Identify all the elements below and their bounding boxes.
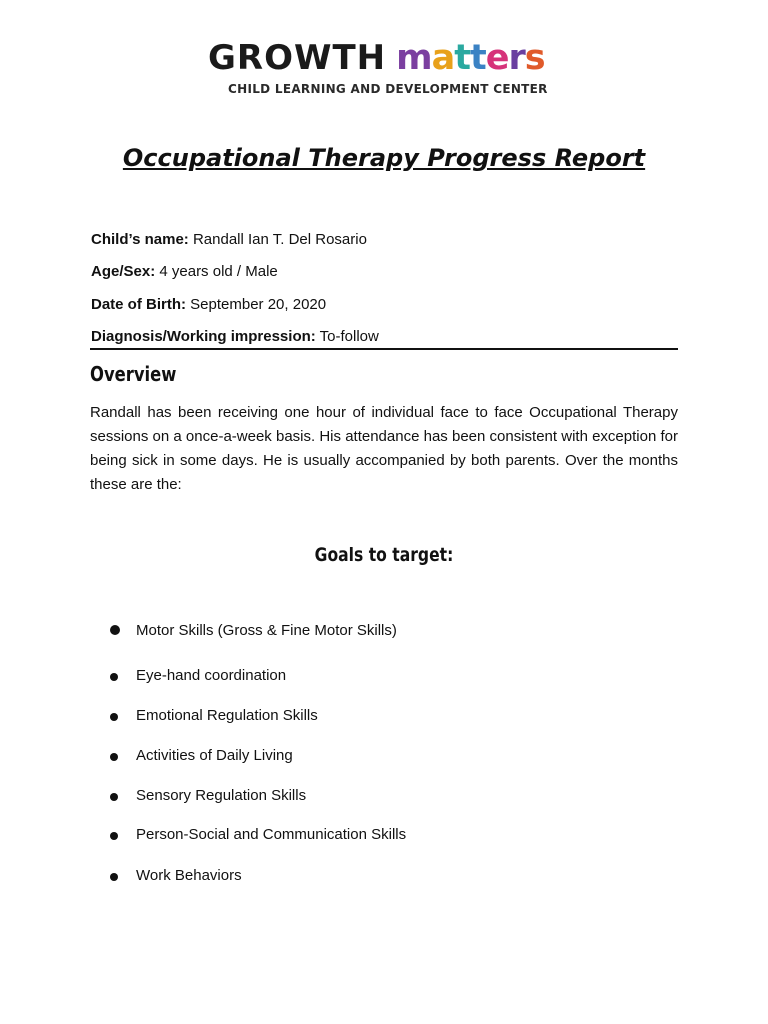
logo-wordmark (208, 38, 545, 82)
logo-matters-letter: a (431, 38, 455, 78)
info-label: Date of Birth: (91, 296, 186, 313)
logo-matters-letter: m (396, 38, 432, 78)
logo-matters-letter: e (485, 38, 509, 78)
bullet-icon (110, 873, 118, 881)
info-value: September 20, 2020 (186, 296, 327, 313)
info-value: To-follow (315, 328, 379, 345)
bullet-icon (110, 832, 118, 840)
bullet-icon (110, 625, 120, 635)
info-age-sex (91, 263, 278, 280)
goal-text: Person-Social and Communication Skills (136, 826, 407, 843)
bullet-icon (110, 793, 118, 801)
logo-matters-letter: s (524, 38, 545, 78)
goal-text: Emotional Regulation Skills (136, 707, 318, 724)
info-diagnosis (91, 328, 379, 345)
goals-heading: Goals to target: (314, 544, 454, 566)
section-divider (90, 348, 678, 350)
overview-heading: Overview (90, 362, 177, 386)
logo-tagline: CHILD LEARNING AND DEVELOPMENT CENTER (228, 82, 548, 96)
report-title: Occupational Therapy Progress Report (122, 144, 646, 172)
info-date-of-birth (91, 296, 326, 313)
bullet-icon (110, 673, 118, 681)
info-label: Diagnosis/Working impression: (91, 328, 316, 345)
goal-text: Work Behaviors (136, 867, 242, 884)
growth-matters-logo (208, 38, 578, 100)
bullet-icon (110, 713, 118, 721)
bullet-icon (110, 753, 118, 761)
goal-text: Activities of Daily Living (136, 747, 293, 764)
logo-matters-text (396, 38, 544, 78)
info-value: Randall Ian T. Del Rosario (188, 231, 367, 248)
logo-matters-letter: t (470, 38, 486, 78)
logo-matters-letter: t (454, 38, 470, 78)
logo-matters-letter: r (508, 38, 525, 78)
info-label: Child’s name: (91, 231, 189, 248)
goal-text: Sensory Regulation Skills (136, 787, 307, 804)
info-label: Age/Sex: (91, 263, 156, 280)
goal-text: Eye-hand coordination (136, 667, 287, 684)
goal-text: Motor Skills (Gross & Fine Motor Skills) (136, 622, 397, 639)
logo-growth-text: GROWTH (208, 38, 387, 78)
info-child-name (91, 231, 367, 248)
overview-paragraph: Randall has been receiving one hour of individual face to face Occupational Therapy sessions on a once-a-week basis. His attendance has been consistent with exception for being sick in some days. He is usually accompanied by both parents. Over the months these are the: (90, 404, 678, 493)
info-value: 4 years old / Male (155, 263, 278, 280)
